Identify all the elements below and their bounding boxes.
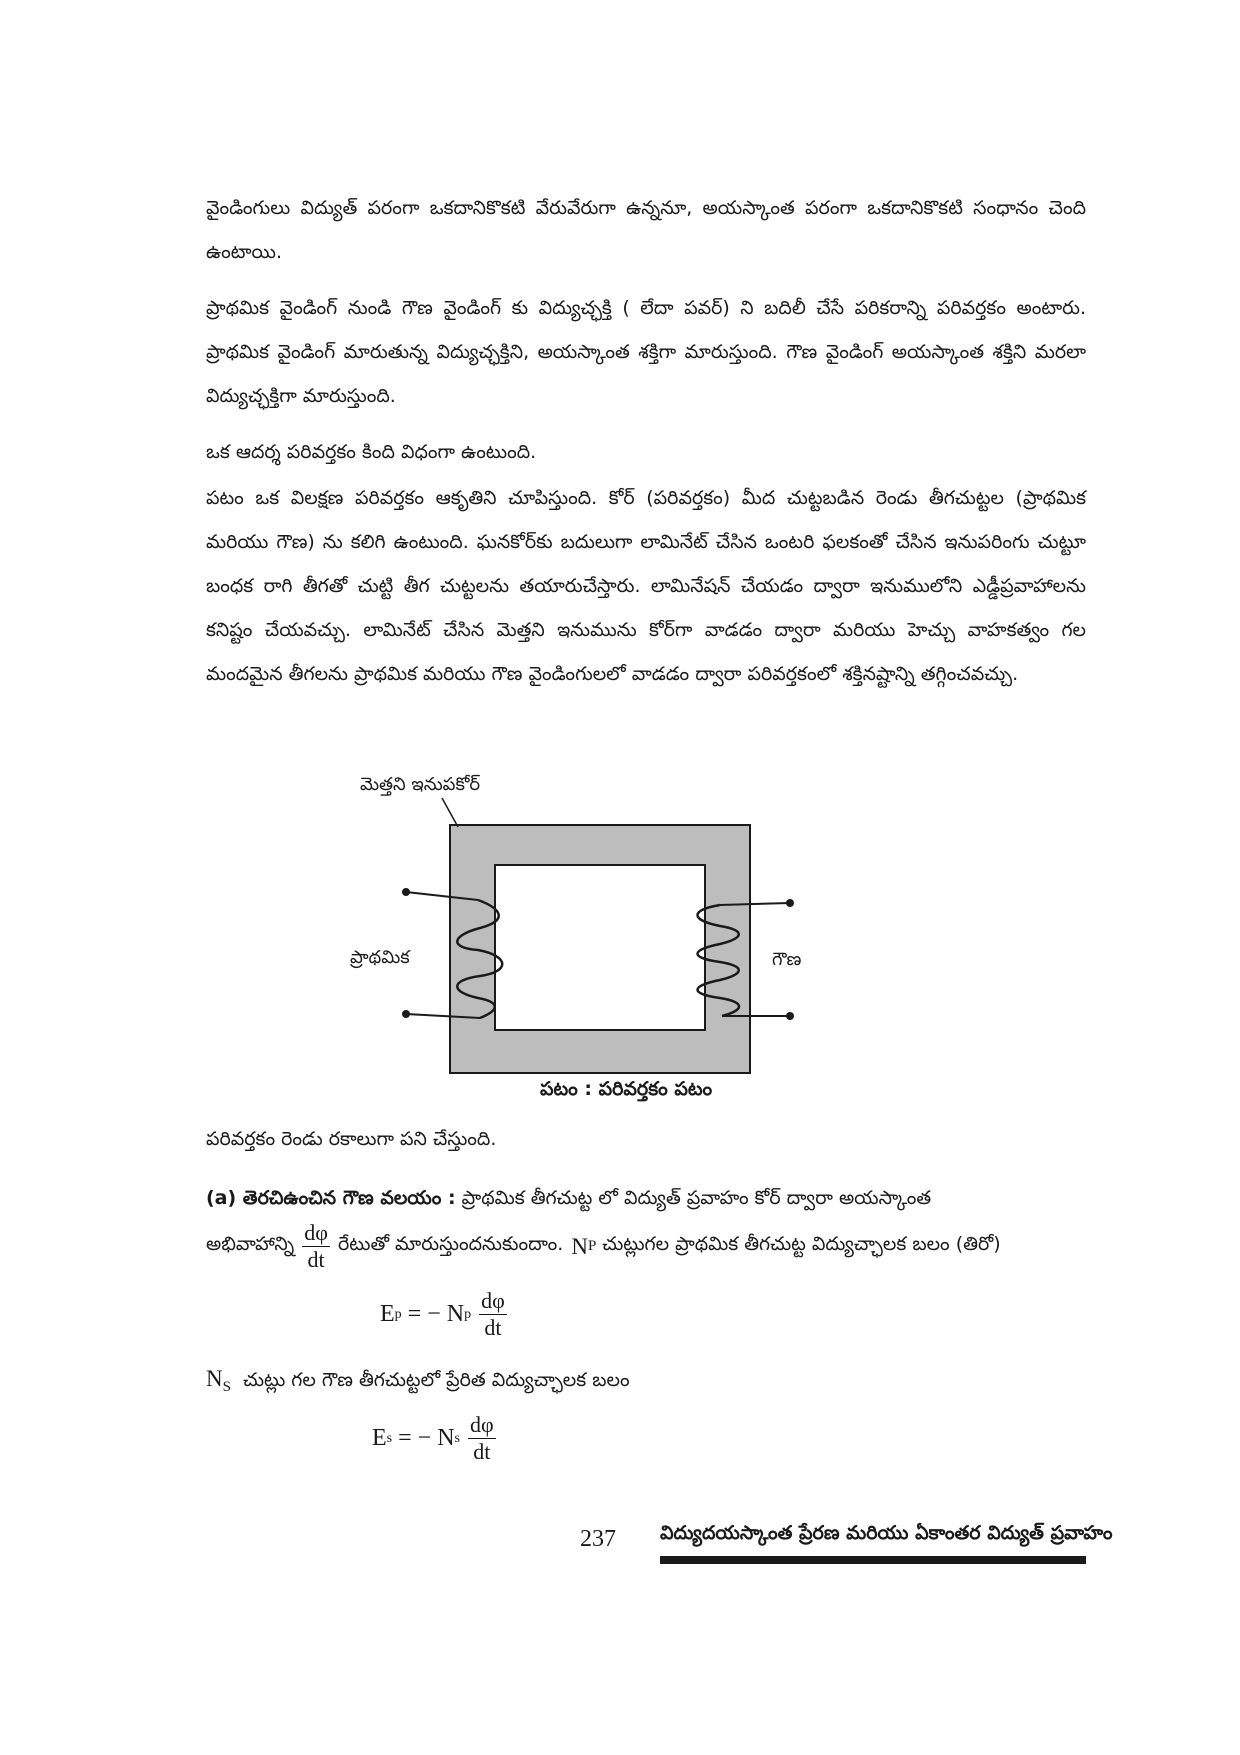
eq1-fraction	[479, 1288, 507, 1341]
section-a-heading: (a) తెరచిఉంచిన గౌణ వలయం :	[206, 1187, 456, 1209]
primary-label: ప్రాథమిక	[350, 947, 410, 968]
eq2-mid-sub: s	[454, 1430, 460, 1446]
section-a-text2-post: రేటుతో మారుస్తుందనుకుందాం.	[337, 1233, 564, 1255]
paragraph-3: ఒక ఆదర్శ పరివర్తకం కింది విధంగా ఉంటుంది.	[206, 441, 537, 463]
eq1-mid-sub: p	[464, 1306, 472, 1322]
ns-text: చుట్లు గల గౌణ తీగచుట్టలో ప్రేరిత విద్యుచ్ఛాలక బలం	[243, 1369, 630, 1391]
core-leader-line	[442, 798, 458, 827]
eq1-numerator: dφ	[481, 1288, 505, 1313]
eq1-mid: = − N	[401, 1301, 465, 1327]
np-subscript: P	[587, 1238, 597, 1254]
section-a-line2	[206, 1220, 1001, 1273]
ns-line	[206, 1366, 630, 1396]
page-number: 237	[580, 1526, 616, 1552]
eq1-lhs: E	[380, 1301, 395, 1327]
core-label: మెత్తని ఇనుపకోర్	[360, 774, 481, 795]
primary-terminal-top	[402, 888, 410, 896]
fraction-denominator: dt	[307, 1247, 325, 1272]
figure-caption: పటం : పరివర్తకం పటం	[540, 1078, 713, 1100]
secondary-label: గౌణ	[772, 949, 802, 970]
eq2-lhs-sub: s	[386, 1430, 393, 1446]
section-a-line1	[206, 1176, 1086, 1220]
section-a-text1: ప్రాథమిక తీగచుట్ట లో విద్యుత్ ప్రవాహం కోర్ ద్వారా అయస్కాంత	[461, 1187, 932, 1209]
core-window	[495, 865, 705, 1030]
fraction-numerator: dφ	[304, 1220, 328, 1245]
dphi-dt-fraction	[302, 1220, 330, 1273]
eq2-fraction	[468, 1412, 496, 1465]
chapter-title: విద్యుదయస్కాంత ప్రేరణ మరియు ఏకాంతర విద్యుత్ ప్రవాహం	[660, 1522, 1113, 1544]
section-a-text2-pre: అభివాహాన్ని	[206, 1233, 295, 1255]
eq2-mid: = − N	[392, 1425, 455, 1451]
ns-subscript: S	[222, 1378, 231, 1395]
eq2-numerator: dφ	[469, 1412, 494, 1437]
transformer-figure	[350, 770, 850, 1110]
paragraph-4: పటం ఒక విలక్షణ పరివర్తకం ఆకృతిని చూపిస్తుంది. కోర్ (పరివర్తకం) మీద చుట్టబడిన రెండు తీగచుట్టల (ప్రాథమిక మరియు గౌణ) ను కలిగి ఉంటుంది. ఘనకోర్‌కు బదులుగా లామినేట్ చేసిన ఒంటరి ఫలకంతో చేసిన ఇనుపరింగు చుట్టూ బంధక రాగి తీగతో చుట్టి తీగ చుట్టలను తయారుచేస్తారు. లామినేషన్ చేయడం ద్వారా ఇనుములోని ఎడ్డీప్రవాహాలను కనిష్టం చేయవచ్చు. లామినేట్ చేసిన మెత్తని ఇనుమును కోర్‌గా వాడడం ద్వారా మరియు హెచ్చు వాహకత్వం గల మందమైన తీగలను ప్రాథమిక మరియు గౌణ వైండింగులలో వాడడం ద్వారా పరివర్తకంలో శక్తినష్టాన్ని తగ్గించవచ్చు.	[206, 487, 1086, 685]
np-symbol: N	[571, 1233, 588, 1259]
eq2-lhs: E	[372, 1425, 387, 1451]
secondary-terminal-top	[786, 899, 794, 907]
ns-symbol: N	[206, 1366, 223, 1391]
eq1-lhs-sub: p	[394, 1306, 402, 1322]
eq2-denominator: dt	[473, 1439, 491, 1464]
footer-rule	[660, 1556, 1086, 1564]
equation-ep	[380, 1288, 515, 1341]
eq1-denominator: dt	[484, 1315, 502, 1340]
primary-terminal-bottom	[402, 1010, 410, 1018]
paragraph-1: వైండింగులు విద్యుత్ పరంగా ఒకదానికొకటి వేరువేరుగా ఉన్ననూ, అయస్కాంత పరంగా ఒకదానికొకటి సంధానం చెంది ఉంటాయి.	[206, 197, 1086, 263]
paragraph-5: పరివర్తకం రెండు రకాలుగా పని చేస్తుంది.	[206, 1128, 497, 1150]
paragraph-2: ప్రాథమిక వైండింగ్ నుండి గౌణ వైండింగ్ కు విద్యుచ్ఛక్తి ( లేదా పవర్) ని బదిలీ చేసే పరికరాన్ని పరివర్తకం అంటారు. ప్రాథమిక వైండింగ్ మారుతున్న విద్యుచ్ఛక్తిని, అయస్కాంత శక్తిగా మారుస్తుంది. గౌణ వైండింగ్ అయస్కాంత శక్తిని మరలా విద్యుచ్ఛక్తిగా మారుస్తుంది.	[206, 297, 1086, 407]
equation-es	[372, 1412, 504, 1465]
secondary-terminal-bottom	[786, 1012, 794, 1020]
transformer-diagram	[350, 770, 850, 1110]
section-a-text2-tail: చుట్లుగల ప్రాథమిక తీగచుట్ట విద్యుచ్ఛాలక బలం (తిరో)	[602, 1233, 1001, 1255]
